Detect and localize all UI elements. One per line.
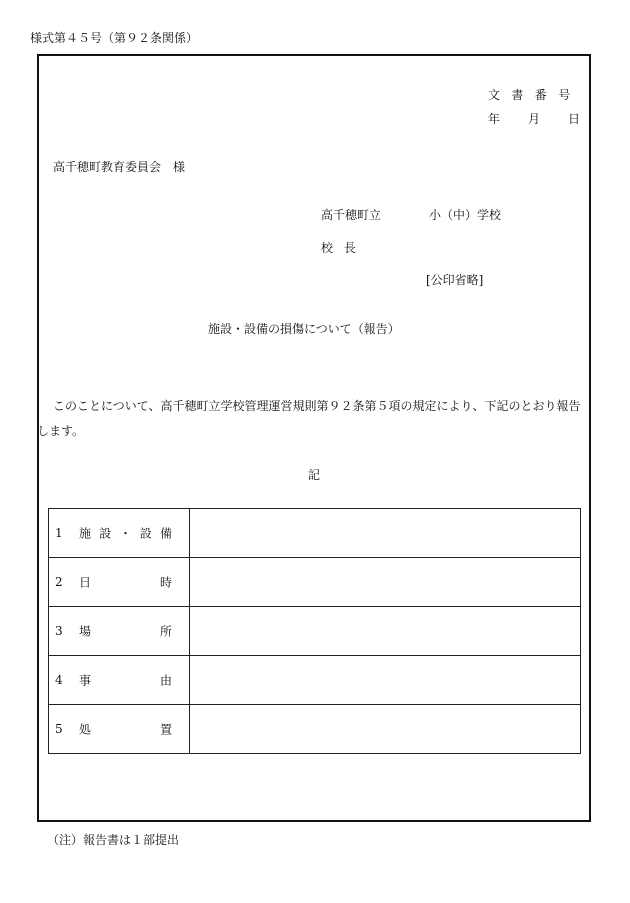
item-label-char: 置 [159,722,172,737]
addressee: 高千穂町教育委員会 様 [53,160,186,174]
item-value-field[interactable] [190,607,581,656]
date-month-label: 月 [528,112,541,126]
item-label-cell [49,509,190,558]
item-label [79,525,172,542]
date-day-label: 日 [568,112,581,126]
item-label-char: 所 [159,624,172,639]
item-label-char: 処 [79,722,92,737]
footnote: （注）報告書は１部提出 [47,833,180,847]
date-year-label: 年 [488,112,501,126]
table-row [49,705,581,754]
form-number: 様式第４５号（第９２条関係） [30,31,199,45]
item-label [79,574,172,591]
document-number-label: 文書番号 [488,88,582,102]
sender-school-type: 小（中）学校 [429,208,502,222]
item-number: 2 [55,575,63,589]
item-value-field[interactable] [190,509,581,558]
item-label [79,721,172,738]
item-number: 5 [55,722,63,736]
item-label-char: 時 [159,575,172,590]
item-label-cell [49,607,190,656]
item-label-cell [49,558,190,607]
item-label-cell [49,656,190,705]
item-label-char: 備 [159,526,172,541]
item-value-field[interactable] [190,705,581,754]
body-text: このことについて、高千穂町立学校管理運営規則第９２条第５項の規定により、下記のとおり報告します。 [37,399,581,438]
ki-heading: 記 [308,468,321,482]
document-title: 施設・設備の損傷について（報告） [208,322,400,336]
item-label-char: 設 [139,526,152,541]
item-label-char: 施 [79,526,92,541]
table-row [49,656,581,705]
item-number: 4 [55,673,63,687]
principal-label: 校長 [321,241,367,255]
item-value-field[interactable] [190,656,581,705]
item-value-field[interactable] [190,558,581,607]
sender-town-prefix: 高千穂町立 [321,208,382,222]
item-label-char: 由 [159,673,172,688]
item-number: 3 [55,624,63,638]
item-label-char: 日 [79,575,92,590]
table-row [49,509,581,558]
seal-omitted-note: [公印省略] [426,273,484,287]
item-label [79,623,172,640]
item-label-cell [49,705,190,754]
table-row [49,607,581,656]
item-label [79,672,172,689]
item-label-char: ・ [119,526,132,541]
report-items-table [48,508,581,754]
item-number: 1 [55,526,63,540]
item-label-char: 場 [79,624,92,639]
item-label-char: 事 [79,673,92,688]
table-row [49,558,581,607]
item-label-char: 設 [99,526,112,541]
